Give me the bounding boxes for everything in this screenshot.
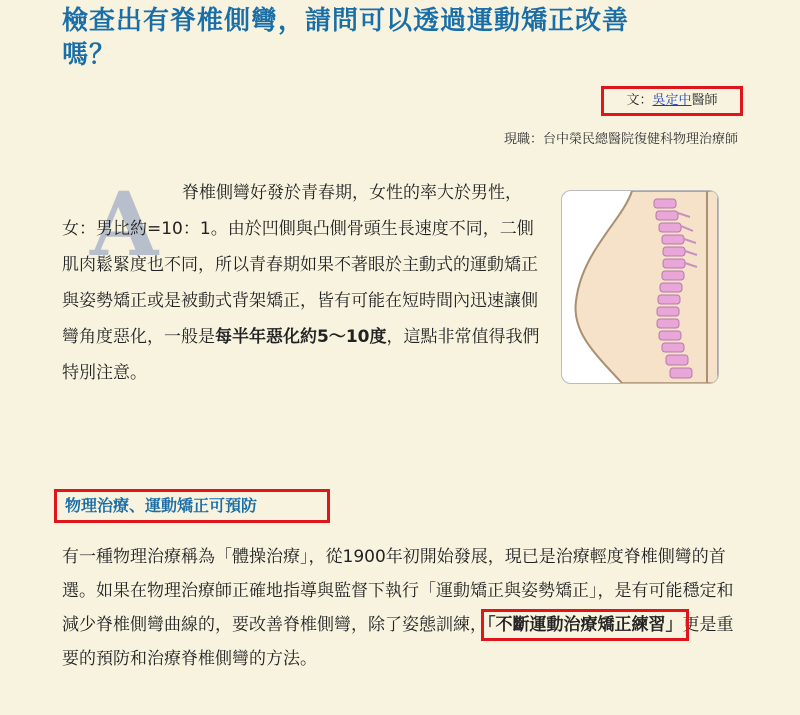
author-position: 現職：台中榮民總醫院復健科物理治療師 <box>503 132 738 147</box>
answer-bold-text: 每半年惡化約5～10度 <box>215 327 387 347</box>
spine-illustration <box>561 190 719 384</box>
answer-text-2: ，這點非常值得我們特別注意。 <box>62 327 540 383</box>
body-paragraph <box>62 540 734 676</box>
section-heading: 物理治療、運動矯正可預防 <box>54 489 330 523</box>
spine-image <box>562 191 718 383</box>
drop-cap-letter: A <box>90 172 159 276</box>
author-byline <box>601 86 743 116</box>
byline-prefix: 文： <box>626 93 653 108</box>
paragraph-text-2: 更是重要的預防和治療脊椎側彎的方法。 <box>62 615 734 669</box>
highlighted-phrase: 「不斷運動治療矯正練習」 <box>487 615 683 635</box>
author-link[interactable]: 吳定中 <box>652 93 692 108</box>
answer-paragraph <box>62 172 540 391</box>
article-title: 檢查出有脊椎側彎，請問可以透過運動矯正改善嗎？ <box>62 6 630 70</box>
byline-suffix: 醫師 <box>691 93 718 108</box>
paragraph-text-1: 有一種物理治療稱為「體操治療」，從1900年初開始發展，現已是治療輕度脊椎側彎的首選。如果在物理治療師正確地指導與監督下執行「運動矯正與姿勢矯正」，是有可能穩定和減少脊椎側彎曲線的，要改善脊椎側彎，除了姿態訓練， <box>62 547 734 635</box>
answer-text-1: 脊椎側彎好發於青春期，女性的率大於男性，女：男比約=10：1。由於凹側與凸側骨頭生長速度不同，二側肌肉鬆緊度也不同，所以青春期如果不著眼於主動式的運動矯正與姿勢矯正或是被動式背架矯正，皆有可能在短時間內迅速讓側彎角度惡化，一般是 <box>62 183 538 347</box>
